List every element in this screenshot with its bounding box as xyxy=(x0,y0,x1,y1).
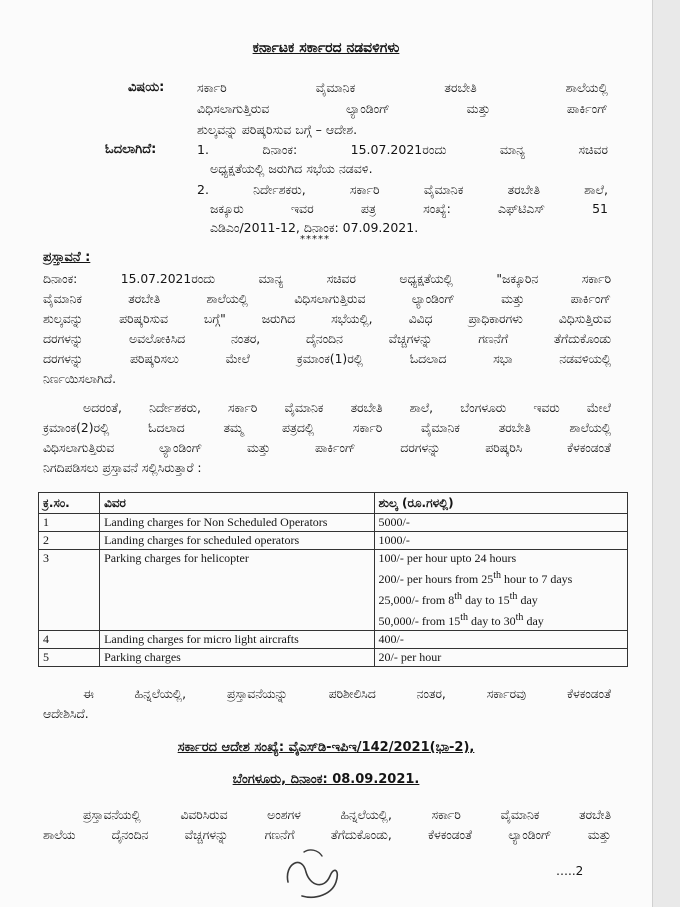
cell-details: Landing charges for Non Scheduled Operators xyxy=(100,514,374,532)
cell-fee: 5000/- xyxy=(374,514,627,532)
cell-serial: 5 xyxy=(39,649,100,667)
reference-1-line-2: ಅಧ್ಯಕ್ಷತೆಯಲ್ಲಿ ಜರುಗಿದ ಸಭೆಯ ನಡವಳಿ. xyxy=(210,161,373,176)
subject-line-3: ಶುಲ್ಕವನ್ನು ಪರಿಷ್ಕರಿಸುವ ಬಗ್ಗೆ – ಆದೇಶ. xyxy=(197,122,358,137)
page-number: …..2 xyxy=(556,864,584,878)
cell-fee: 1000/- xyxy=(374,532,627,550)
paragraph-line: ವಿಧಿಸಲಾಗುತ್ತಿರುವ ಲ್ಯಾಂಡಿಂಗ್ ಮತ್ತು ಪಾರ್ಕಿಂಗ್ ದರಗಳನ್ನು ಪರಿಷ್ಕರಿಸಿ ಕೆಳಕಂಡಂತೆ xyxy=(43,441,611,455)
preamble-heading: ಪ್ರಸ್ತಾವನೆ : xyxy=(43,250,91,265)
column-header-fee: ಶುಲ್ಕ (ರೂ.ಗಳಲ್ಲಿ) xyxy=(374,493,627,514)
paragraph-line: ಶುಲ್ಕವನ್ನು ಪರಿಷ್ಕರಿಸುವ ಬಗ್ಗೆ" ಜರುಗಿದ ಸಭೆಯಲ್ಲಿ, ವಿವಿಧ ಪ್ರಾಧಿಕಾರಗಳು ವಿಧಿಸುತ್ತಿರುವ xyxy=(43,312,611,326)
cell-serial: 4 xyxy=(39,631,100,649)
government-order-number: ಸರ್ಕಾರದ ಆದೇಶ ಸಂಖ್ಯೆ: ವೈಎಸ್‌ಡಿ-ಇಪಿಇ/142/2021(ಭಾ-2), xyxy=(177,740,475,755)
references-label: ಓದಲಾಗಿದೆ: xyxy=(105,142,157,157)
fee-line: 25,000/- from 8th day to 15th day xyxy=(378,591,538,607)
table-header-row xyxy=(39,493,628,514)
paragraph-line: ಕ್ರಮಾಂಕ(2)ರಲ್ಲಿ ಓದಲಾದ ತಮ್ಮ ಪತ್ರದಲ್ಲಿ ಸರ್ಕಾರಿ ವೈಮಾನಿಕ ತರಬೇತಿ ಶಾಲೆಯಲ್ಲಿ xyxy=(43,421,611,435)
paragraph-line: ಪ್ರಸ್ತಾವನೆಯಲ್ಲಿ ವಿವರಿಸಿರುವ ಅಂಶಗಳ ಹಿನ್ನಲೆಯಲ್ಲಿ, ಸರ್ಕಾರಿ ವೈಮಾನಿಕ ತರಬೇತಿ xyxy=(83,808,611,822)
paragraph-line: ಈ ಹಿನ್ನಲೆಯಲ್ಲಿ, ಪ್ರಸ್ತಾವನೆಯನ್ನು ಪರಿಶೀಲಿಸಿದ ನಂತರ, ಸರ್ಕಾರವು ಕೆಳಕಂಡಂತೆ xyxy=(83,687,611,701)
cell-fee: 400/- xyxy=(374,631,627,649)
table-row xyxy=(39,550,628,631)
preamble-paragraph-1 xyxy=(43,269,611,389)
order-paragraph xyxy=(43,805,611,845)
cell-fee: 20/- per hour xyxy=(374,649,627,667)
separator-stars: ***** xyxy=(300,234,330,245)
cell-serial: 1 xyxy=(39,514,100,532)
paragraph-line: ಅದರಂತೆ, ನಿರ್ದೇಶಕರು, ಸರ್ಕಾರಿ ವೈಮಾನಿಕ ತರಬೇತಿ ಶಾಲೆ, ಬೆಂಗಳೂರು ಇವರು ಮೇಲೆ xyxy=(83,401,611,415)
paragraph-line: ದಿನಾಂಕ: 15.07.2021ರಂದು ಮಾನ್ಯ ಸಚಿವರ ಅಧ್ಯಕ್ಷತೆಯಲ್ಲಿ "ಜಕ್ಕೂರಿನ ಸರ್ಕಾರಿ xyxy=(43,272,611,286)
reference-2-line-3: ಎಡಿಎಂ/2011-12, ದಿನಾಂಕ: 07.09.2021. xyxy=(210,220,419,235)
paragraph-line: ದರಗಳನ್ನು ಪರಿಷ್ಕರಿಸಲು ಮೇಲೆ ಕ್ರಮಾಂಕ(1)ರಲ್ಲಿ ಓದಲಾದ ಸಭಾ ನಡವಳಿಯಲ್ಲಿ xyxy=(43,352,611,366)
subject-label: ವಿಷಯ: xyxy=(128,80,165,95)
paragraph-line: ನಿರ್ಣಯಿಸಲಾಗಿದೆ. xyxy=(43,372,117,386)
cell-serial: 3 xyxy=(39,550,100,631)
table-row xyxy=(39,649,628,667)
cell-serial: 2 xyxy=(39,532,100,550)
column-header-details: ವಿವರ xyxy=(100,493,374,514)
fee-line: 100/- per hour upto 24 hours xyxy=(378,551,517,565)
preamble-paragraph-2 xyxy=(43,398,611,478)
document-title: ಕರ್ನಾಟಕ ಸರ್ಕಾರದ ನಡವಳಿಗಳು xyxy=(252,40,400,56)
decision-paragraph xyxy=(43,684,611,724)
subject-line-1: ಸರ್ಕಾರಿ ವೈಮಾನಿಕ ತರಬೇತಿ ಶಾಲೆಯಲ್ಲಿ xyxy=(197,80,608,95)
fee-line: 200/- per hours from 25th hour to 7 days xyxy=(378,570,573,586)
reference-2-line-1: 2. ನಿರ್ದೇಶಕರು, ಸರ್ಕಾರಿ ವೈಮಾನಿಕ ತರಬೇತಿ ಶಾಲೆ, xyxy=(197,182,609,197)
order-place-date: ಬೆಂಗಳೂರು, ದಿನಾಂಕ: 08.09.2021. xyxy=(232,772,420,787)
fee-line: 50,000/- from 15th day to 30th day xyxy=(378,612,544,628)
signature-mark xyxy=(280,842,350,904)
page-edge xyxy=(652,0,680,907)
paragraph-line: ದರಗಳನ್ನು ಅವಲೋಕಿಸಿದ ನಂತರ, ದೈನಂದಿನ ವೆಚ್ಚಗಳನ್ನು ಗಣನೆಗೆ ತೆಗೆದುಕೊಂಡು xyxy=(43,332,611,346)
cell-details: Landing charges for scheduled operators xyxy=(100,532,374,550)
cell-details: Parking charges for helicopter xyxy=(100,550,374,631)
subject-line-2: ವಿಧಿಸಲಾಗುತ್ತಿರುವ ಲ್ಯಾಂಡಿಂಗ್ ಮತ್ತು ಪಾರ್ಕಿಂಗ್ xyxy=(197,101,608,116)
cell-fee xyxy=(374,550,627,631)
paragraph-line: ನಿಗದಿಪಡಿಸಲು ಪ್ರಸ್ತಾವನೆ ಸಲ್ಲಿಸಿರುತ್ತಾರೆ : xyxy=(43,461,202,475)
charges-table xyxy=(38,492,628,667)
column-header-serial: ಕ್ರ.ಸಂ. xyxy=(39,493,100,514)
reference-1-line-1: 1. ದಿನಾಂಕ: 15.07.2021ರಂದು ಮಾನ್ಯ ಸಚಿವರ xyxy=(197,142,608,157)
cell-details: Landing charges for micro light aircrafts xyxy=(100,631,374,649)
table-row xyxy=(39,514,628,532)
paragraph-line: ಆದೇಶಿಸಿದೆ. xyxy=(43,707,89,721)
paragraph-line: ಶಾಲೆಯ ದೈನಂದಿನ ವೆಚ್ಚಗಳನ್ನು ಗಣನೆಗೆ ತೆಗೆದುಕೊಂಡು, ಕೆಳಕಂಡಂತೆ ಲ್ಯಾಂಡಿಂಗ್ ಮತ್ತು xyxy=(43,828,611,842)
table-row xyxy=(39,532,628,550)
reference-2-line-2: ಜಕ್ಕೂರು ಇವರ ಪತ್ರ ಸಂಖ್ಯೆ: ಎಫ್‌ಟಿಎಸ್ 51 xyxy=(210,201,608,216)
paragraph-line: ವೈಮಾನಿಕ ತರಬೇತಿ ಶಾಲೆಯಲ್ಲಿ ವಿಧಿಸಲಾಗುತ್ತಿರುವ ಲ್ಯಾಂಡಿಂಗ್ ಮತ್ತು ಪಾರ್ಕಿಂಗ್ xyxy=(43,292,611,306)
table-row xyxy=(39,631,628,649)
cell-details: Parking charges xyxy=(100,649,374,667)
